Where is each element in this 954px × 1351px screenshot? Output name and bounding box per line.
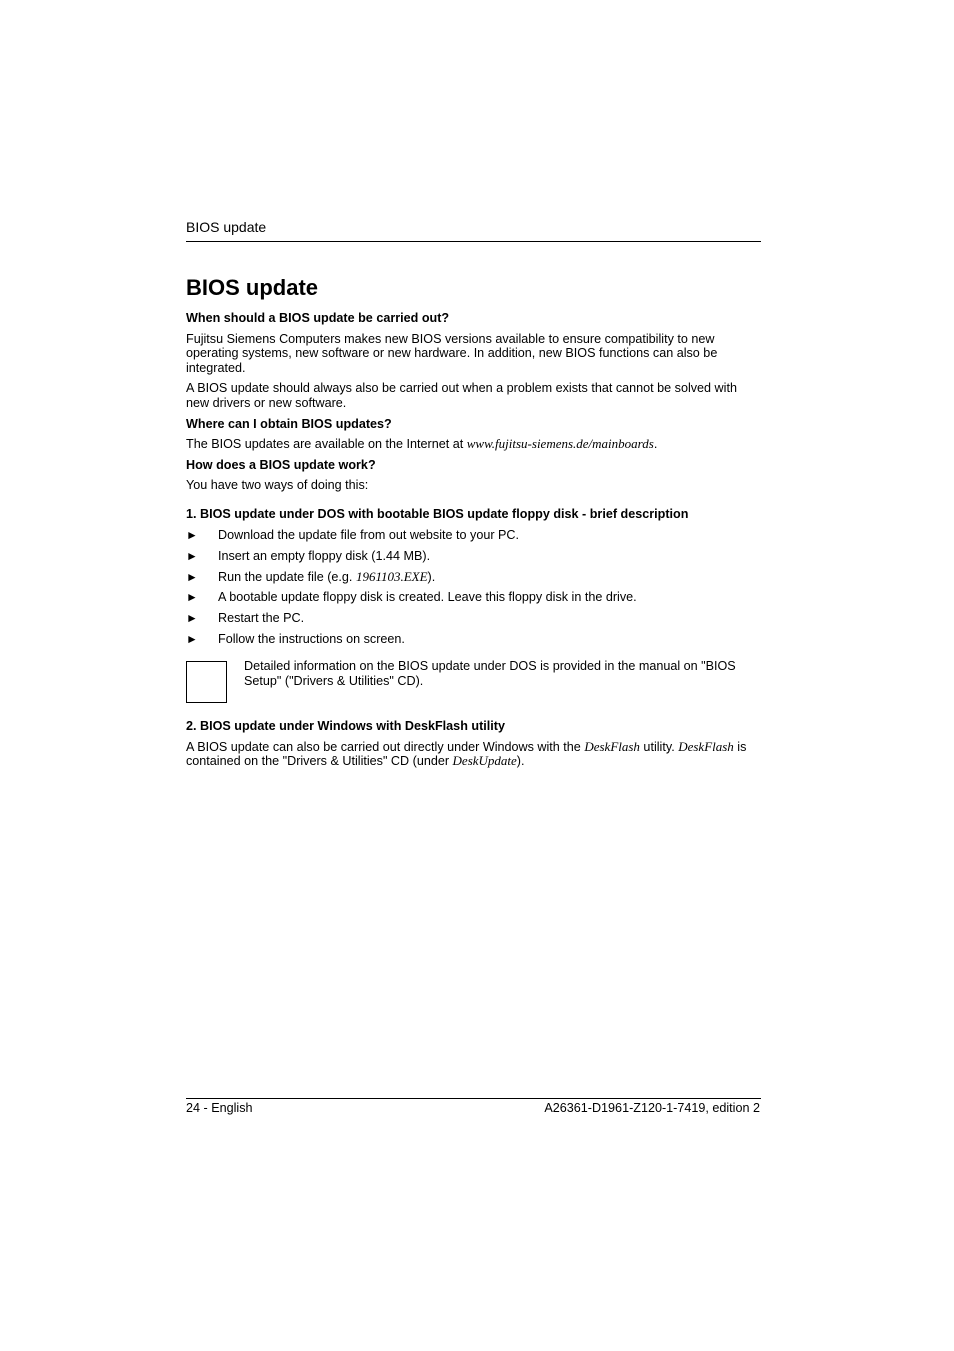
heading-section-dos: 1. BIOS update under DOS with bootable BIOS update floppy disk - brief description bbox=[186, 506, 689, 521]
website-link[interactable]: www.fujitsu-siemens.de/mainboards bbox=[466, 436, 654, 452]
heading-when: When should a BIOS update be carried out? bbox=[186, 311, 450, 325]
arrow-bullet-icon: ► bbox=[186, 632, 198, 647]
footer-rule bbox=[186, 1098, 761, 1099]
info-note bbox=[186, 659, 761, 703]
heading-where: Where can I obtain BIOS updates? bbox=[186, 416, 392, 431]
update-file-name: 1961103.EXE bbox=[355, 568, 428, 584]
deskflash-name: DeskFlash bbox=[678, 738, 734, 754]
deskupdate-name: DeskUpdate bbox=[452, 753, 517, 769]
note-icon bbox=[186, 661, 227, 703]
arrow-bullet-icon: ► bbox=[186, 611, 198, 626]
arrow-bullet-icon: ► bbox=[186, 569, 198, 584]
paragraph-windows: A BIOS update can also be carried out directly under Windows with the DeskFlash utility. DeskFlash is contained on the "Drivers & Utilities" CD (under DeskUpdate). bbox=[186, 738, 747, 769]
document-id: A26361-D1961-Z120-1-7419, edition 2 bbox=[544, 1101, 760, 1115]
paragraph-when-1: Fujitsu Siemens Computers makes new BIOS versions available to ensure compatibility to new operating systems, new software or new hardware. In addition, new BIOS functions can also be integrated. bbox=[186, 331, 718, 375]
note-text: Detailed information on the BIOS update under DOS is provided in the manual on "BIOS Setup" ("Drivers & Utilities" CD). bbox=[244, 659, 736, 688]
list-item: ► Run the update file (e.g. 1961103.EXE). bbox=[186, 568, 436, 584]
arrow-bullet-icon: ► bbox=[186, 548, 198, 563]
dos-steps-list bbox=[186, 528, 761, 648]
page-number: 24 - English bbox=[186, 1101, 253, 1115]
running-header: BIOS update bbox=[186, 219, 267, 235]
list-item: ► A bootable update floppy disk is created. Leave this floppy disk in the drive. bbox=[186, 590, 637, 605]
paragraph-when-2: A BIOS update should always also be carried out when a problem exists that cannot be solved with new drivers or new software. bbox=[186, 381, 737, 410]
paragraph-how: You have two ways of doing this: bbox=[186, 478, 369, 493]
paragraph-where: The BIOS updates are available on the Internet at www.fujitsu-siemens.de/mainboards. bbox=[186, 436, 658, 452]
list-item: ► Follow the instructions on screen. bbox=[186, 632, 405, 647]
spacer bbox=[186, 499, 761, 507]
arrow-bullet-icon: ► bbox=[186, 590, 198, 605]
list-item: ► Download the update file from out website to your PC. bbox=[186, 527, 520, 542]
heading-how: How does a BIOS update work? bbox=[186, 457, 376, 472]
page-body bbox=[186, 274, 761, 775]
page-title: BIOS update bbox=[186, 275, 319, 300]
list-item: ► Insert an empty floppy disk (1.44 MB). bbox=[186, 548, 431, 563]
list-item: ► Restart the PC. bbox=[186, 611, 305, 626]
deskflash-name: DeskFlash bbox=[584, 738, 640, 754]
heading-section-windows: 2. BIOS update under Windows with DeskFlash utility bbox=[186, 719, 505, 734]
header-rule bbox=[186, 241, 761, 242]
arrow-bullet-icon: ► bbox=[186, 527, 198, 542]
